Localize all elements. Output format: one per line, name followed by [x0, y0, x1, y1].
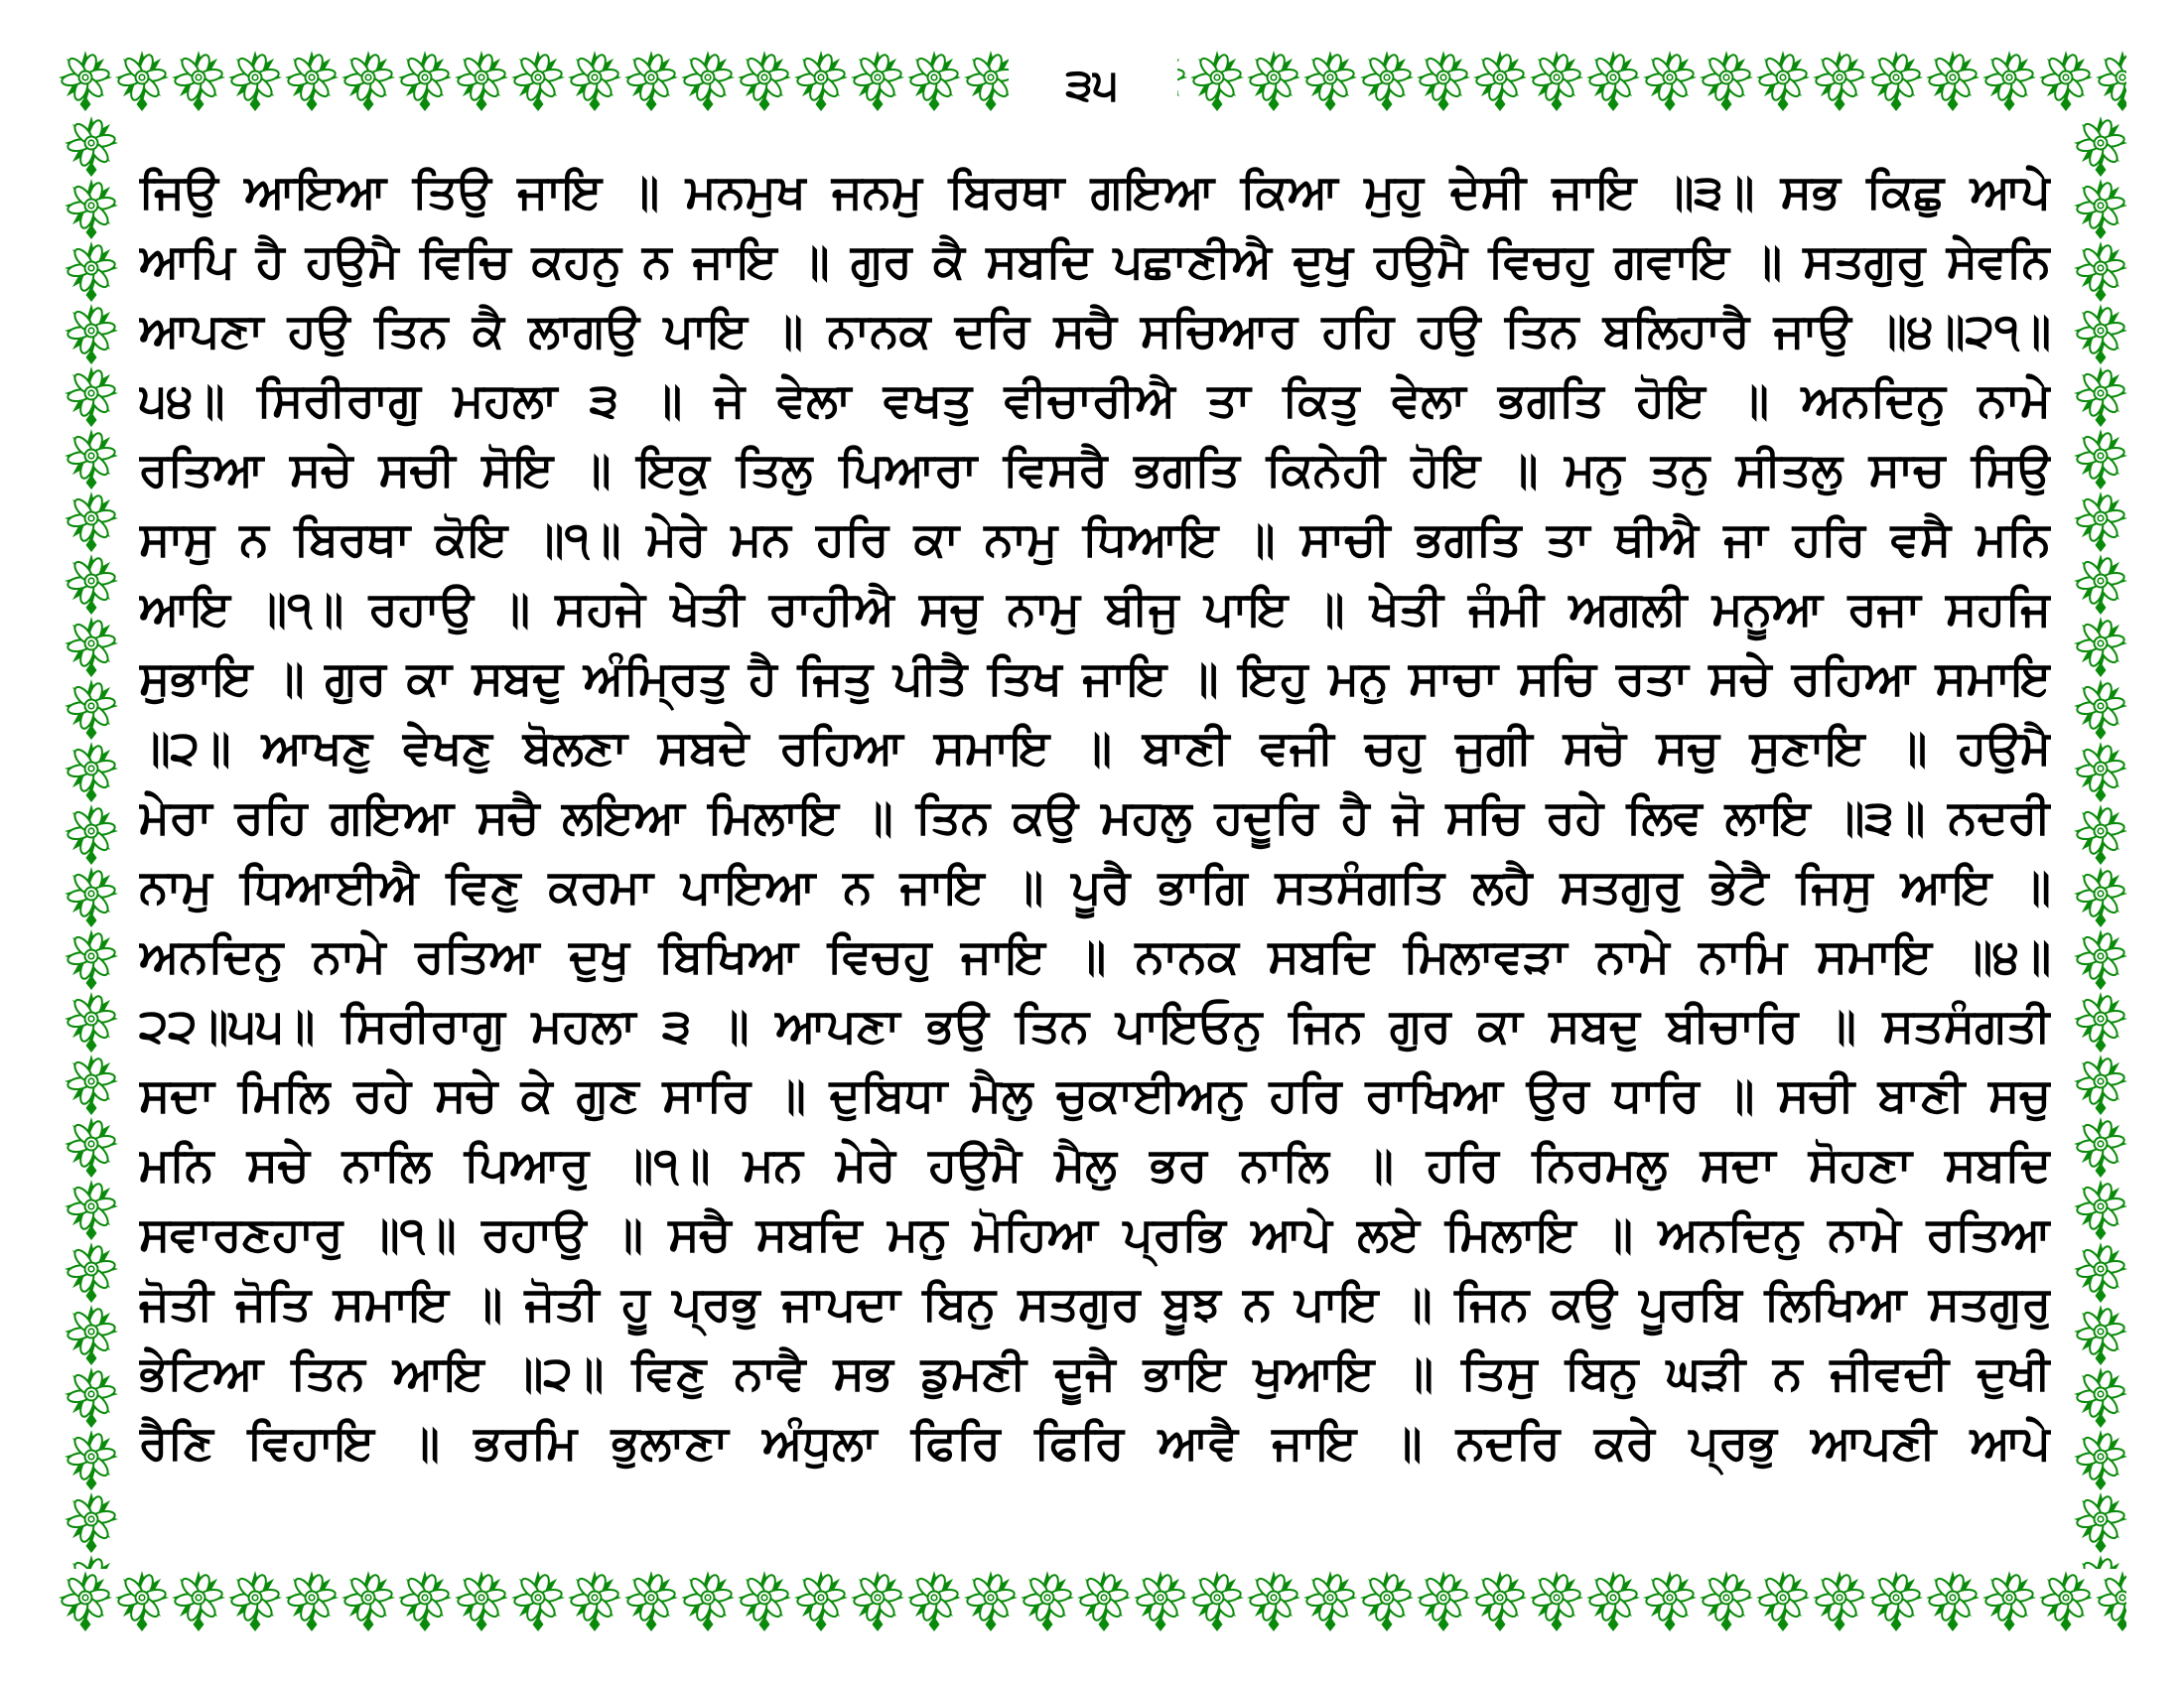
- gurbani-text-block: [139, 157, 2051, 1477]
- text-line: ੫੪॥ ਸਿਰੀਰਾਗੁ ਮਹਲਾ ੩ ॥ ਜੇ ਵੇਲਾ ਵਖਤੁ ਵੀਚਾਰੀਐ ਤਾ ਕਿਤੁ ਵੇਲਾ ਭਗਤਿ ਹੋਇ ॥ ਅਨਦਿਨੁ ਨਾਮੇ: [139, 373, 2051, 426]
- text-line: ਸਵਾਰਣਹਾਰੁ ॥੧॥ ਰਹਾਉ ॥ ਸਚੈ ਸਬਦਿ ਮਨੁ ਮੋਹਿਆ ਪ੍ਰਭਿ ਆਪੇ ਲਏ ਮਿਲਾਇ ॥ ਅਨਦਿਨੁ ਨਾਮੇ ਰਤਿਆ: [139, 1207, 2051, 1260]
- text-line: ਮੇਰਾ ਰਹਿ ਗਇਆ ਸਚੈ ਲਇਆ ਮਿਲਾਇ ॥ ਤਿਨ ਕਉ ਮਹਲੁ ਹਦੂਰਿ ਹੈ ਜੋ ਸਚਿ ਰਹੇ ਲਿਵ ਲਾਇ ॥੩॥ ਨਦਰੀ: [139, 790, 2051, 843]
- text-line: ਅਨਦਿਨੁ ਨਾਮੇ ਰਤਿਆ ਦੁਖੁ ਬਿਖਿਆ ਵਿਚਹੁ ਜਾਇ ॥ ਨਾਨਕ ਸਬਦਿ ਮਿਲਾਵੜਾ ਨਾਮੇ ਨਾਮਿ ਸਮਾਇ ॥੪॥: [139, 929, 2051, 982]
- text-line: ਜਿਉ ਆਇਆ ਤਿਉ ਜਾਇ ॥ ਮਨਮੁਖ ਜਨਮੁ ਬਿਰਥਾ ਗਇਆ ਕਿਆ ਮੁਹੁ ਦੇਸੀ ਜਾਇ ॥੩॥ ਸਭ ਕਿਛੁ ਆਪੇ: [139, 165, 2051, 217]
- text-line: ਆਪਿ ਹੈ ਹਉਮੈ ਵਿਚਿ ਕਹਨੁ ਨ ਜਾਇ ॥ ਗੁਰ ਕੈ ਸਬਦਿ ਪਛਾਣੀਐ ਦੁਖੁ ਹਉਮੈ ਵਿਚਹੁ ਗਵਾਇ ॥ ਸਤਗੁਰੁ ਸੇਵਨਿ: [139, 234, 2051, 287]
- border-bottom: [58, 1570, 2126, 1633]
- border-top-right: [1177, 50, 2126, 113]
- page-number: ੩੫: [1065, 61, 1119, 109]
- text-line: ਜੋਤੀ ਜੋਤਿ ਸਮਾਇ ॥ ਜੋਤੀ ਹੂ ਪ੍ਰਭੁ ਜਾਪਦਾ ਬਿਨੁ ਸਤਗੁਰ ਬੂਝ ਨ ਪਾਇ ॥ ਜਿਨ ਕਉ ਪੂਰਬਿ ਲਿਖਿਆ ਸਤਗੁਰੁ: [139, 1277, 2051, 1330]
- text-line: ੨੨॥੫੫॥ ਸਿਰੀਰਾਗੁ ਮਹਲਾ ੩ ॥ ਆਪਣਾ ਭਉ ਤਿਨ ਪਾਇਓਨੁ ਜਿਨ ਗੁਰ ਕਾ ਸਬਦੁ ਬੀਚਾਰਿ ॥ ਸਤਸੰਗਤੀ: [139, 999, 2051, 1052]
- text-line: ਮਨਿ ਸਚੇ ਨਾਲਿ ਪਿਆਰੁ ॥੧॥ ਮਨ ਮੇਰੇ ਹਉਮੈ ਮੈਲੁ ਭਰ ਨਾਲਿ ॥ ਹਰਿ ਨਿਰਮਲੁ ਸਦਾ ਸੋਹਣਾ ਸਬਦਿ: [139, 1138, 2051, 1191]
- text-line: ਆਪਣਾ ਹਉ ਤਿਨ ਕੈ ਲਾਗਉ ਪਾਇ ॥ ਨਾਨਕ ਦਰਿ ਸਚੈ ਸਚਿਆਰ ਹਹਿ ਹਉ ਤਿਨ ਬਲਿਹਾਰੈ ਜਾਉ ॥੪॥੨੧॥: [139, 304, 2051, 356]
- border-top-left: [58, 50, 1009, 113]
- text-line: ਸੁਭਾਇ ॥ ਗੁਰ ਕਾ ਸਬਦੁ ਅੰਮ੍ਰਿਤੁ ਹੈ ਜਿਤੁ ਪੀਤੈ ਤਿਖ ਜਾਇ ॥ ਇਹੁ ਮਨੁ ਸਾਚਾ ਸਚਿ ਰਤਾ ਸਚੇ ਰਹਿਆ ਸਮਾਇ: [139, 651, 2051, 704]
- text-line: ॥੨॥ ਆਖਣੁ ਵੇਖਣੁ ਬੋਲਣਾ ਸਬਦੇ ਰਹਿਆ ਸਮਾਇ ॥ ਬਾਣੀ ਵਜੀ ਚਹੁ ਜੁਗੀ ਸਚੋ ਸਚੁ ਸੁਣਾਇ ॥ ਹਉਮੈ: [139, 721, 2051, 774]
- text-line: ਰੈਣਿ ਵਿਹਾਇ ॥ ਭਰਮਿ ਭੁਲਾਣਾ ਅੰਧੁਲਾ ਫਿਰਿ ਫਿਰਿ ਆਵੈ ਜਾਇ ॥ ਨਦਰਿ ਕਰੇ ਪ੍ਰਭੁ ਆਪਣੀ ਆਪੇ: [139, 1416, 2051, 1469]
- border-right: [2071, 115, 2130, 1569]
- text-line: ਨਾਮੁ ਧਿਆਈਐ ਵਿਣੁ ਕਰਮਾ ਪਾਇਆ ਨ ਜਾਇ ॥ ਪੂਰੈ ਭਾਗਿ ਸਤਸੰਗਤਿ ਲਹੈ ਸਤਗੁਰੁ ਭੇਟੈ ਜਿਸੁ ਆਇ ॥: [139, 860, 2051, 913]
- text-line: ਸਦਾ ਮਿਲਿ ਰਹੇ ਸਚੇ ਕੇ ਗੁਣ ਸਾਰਿ ॥ ਦੁਬਿਧਾ ਮੈਲੁ ਚੁਕਾਈਅਨੁ ਹਰਿ ਰਾਖਿਆ ਉਰ ਧਾਰਿ ॥ ਸਚੀ ਬਾਣੀ ਸਚੁ: [139, 1068, 2051, 1121]
- text-line: ਆਇ ॥੧॥ ਰਹਾਉ ॥ ਸਹਜੇ ਖੇਤੀ ਰਾਹੀਐ ਸਚੁ ਨਾਮੁ ਬੀਜੁ ਪਾਇ ॥ ਖੇਤੀ ਜੰਮੀ ਅਗਲੀ ਮਨੂਆ ਰਜਾ ਸਹਜਿ: [139, 582, 2051, 634]
- text-line: ਭੇਟਿਆ ਤਿਨ ਆਇ ॥੨॥ ਵਿਣੁ ਨਾਵੈ ਸਭ ਡੁਮਣੀ ਦੂਜੈ ਭਾਇ ਖੁਆਇ ॥ ਤਿਸੁ ਬਿਨੁ ਘੜੀ ਨ ਜੀਵਦੀ ਦੁਖੀ: [139, 1346, 2051, 1399]
- border-left: [62, 115, 121, 1569]
- text-line: ਸਾਸੁ ਨ ਬਿਰਥਾ ਕੋਇ ॥੧॥ ਮੇਰੇ ਮਨ ਹਰਿ ਕਾ ਨਾਮੁ ਧਿਆਇ ॥ ਸਾਚੀ ਭਗਤਿ ਤਾ ਥੀਐ ਜਾ ਹਰਿ ਵਸੈ ਮਨਿ: [139, 512, 2051, 565]
- text-line: ਰਤਿਆ ਸਚੇ ਸਚੀ ਸੋਇ ॥ ਇਕੁ ਤਿਲੁ ਪਿਆਰਾ ਵਿਸਰੈ ਭਗਤਿ ਕਿਨੇਹੀ ਹੋਇ ॥ ਮਨੁ ਤਨੁ ਸੀਤਲੁ ਸਾਚ ਸਿਉ: [139, 443, 2051, 495]
